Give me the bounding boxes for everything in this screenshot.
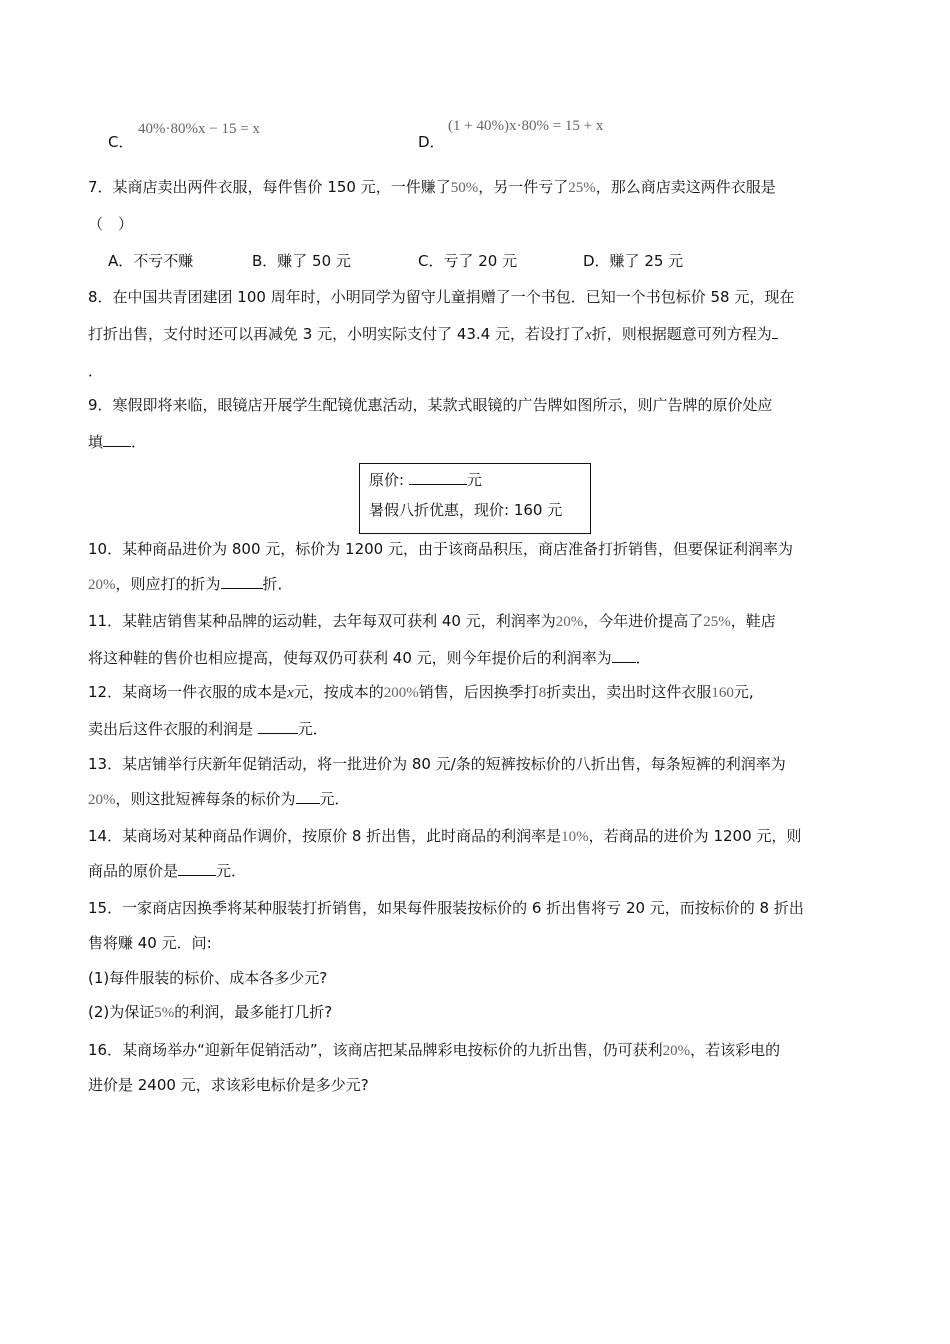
text: 16．某商场举办“迎新年促销活动”，该商店把某品牌彩电按标价的九折出售，仍可获利 xyxy=(88,1041,663,1059)
text: 折，则根据题意可列方程为 xyxy=(591,325,772,343)
q15-line-2: 售将赚 40 元．问: xyxy=(88,934,212,952)
option-label: D． xyxy=(418,133,445,151)
text: 原价: xyxy=(369,471,405,489)
percent: 25% xyxy=(703,614,731,630)
q7-option-c: C．亏了 20 元 xyxy=(418,252,518,270)
q11-line-2 xyxy=(88,647,651,669)
text: 12．某商场一件衣服的成本是 xyxy=(88,683,288,701)
text: ，今年进价提高了 xyxy=(583,612,704,630)
q13-line-1: 13．某店铺举行庆新年促销活动，将一批进价为 80 元/条的短裤按标价的八折出售，每条短裤的利润率为 xyxy=(88,755,786,773)
text: 14．某商场对某种商品作调价，按原价 8 折出售，此时商品的利润率是 xyxy=(88,827,562,845)
answer-blank[interactable] xyxy=(178,861,216,876)
text: 商品的原价是 xyxy=(88,862,179,880)
text: 折卖出，卖出时这件衣服 xyxy=(546,683,712,701)
text: ，若商品的进价为 1200 元，则 xyxy=(588,827,802,845)
text: 元． xyxy=(297,720,328,738)
q10-line-2 xyxy=(88,573,293,596)
percent: 20% xyxy=(88,792,116,808)
text: ，则这批短裤每条的标价为 xyxy=(115,790,296,808)
q15-sub-1: (1)每件服装的标价、成本各多少元? xyxy=(88,969,328,987)
text: 销售，后因换季打 xyxy=(418,683,539,701)
q14-line-2 xyxy=(88,860,246,882)
q6-option-d xyxy=(418,131,445,153)
text: 填 xyxy=(88,433,104,451)
answer-blank[interactable] xyxy=(296,789,320,804)
q9-line-2 xyxy=(88,431,146,453)
q8-line-3: ． xyxy=(88,362,104,380)
number: 8 xyxy=(538,685,547,701)
q13-line-2 xyxy=(88,788,350,811)
ad-sign-box xyxy=(359,463,591,534)
answer-blank[interactable] xyxy=(103,432,131,447)
text: 元． xyxy=(319,790,350,808)
q8-line-2 xyxy=(88,323,778,346)
text: 打折出售，支付时还可以再减免 3 元，小明实际支付了 43.4 元，若设打了 xyxy=(88,325,586,343)
percent: 10% xyxy=(561,829,589,845)
text: ，另一件亏了 xyxy=(478,178,569,196)
ad-sign-original-price xyxy=(369,469,482,491)
variable: x xyxy=(287,685,294,701)
percent: 50% xyxy=(450,180,479,196)
q8-line-1: 8．在中国共青团建团 100 周年时，小明同学为留守儿童捐赠了一个书包．已知一个书包标价 58 元，现在 xyxy=(88,288,795,306)
percent: 20% xyxy=(662,1043,691,1059)
text: 将这种鞋的售价也相应提高，使每双仍可获利 40 元，则今年提价后的利润率为 xyxy=(88,649,612,667)
q6-option-d-formula: (1 + 40%)x·80% = 15 + x xyxy=(448,118,604,134)
percent: 20% xyxy=(88,577,116,593)
q11-line-1 xyxy=(88,610,776,633)
text: 折． xyxy=(262,575,293,593)
q7-option-d: D．赚了 25 元 xyxy=(583,252,684,270)
text: 7．某商店卖出两件衣服，每件售价 150 元，一件赚了 xyxy=(88,178,451,196)
text: ，若该彩电的 xyxy=(690,1041,781,1059)
percent: 5% xyxy=(154,1005,175,1021)
q12-line-2 xyxy=(88,718,328,740)
q6-option-c xyxy=(108,131,133,153)
q7-option-b: B．赚了 50 元 xyxy=(252,252,351,270)
price-blank xyxy=(409,470,467,485)
text: 元 xyxy=(466,471,482,489)
text: 元, xyxy=(733,683,754,701)
text: 卖出后这件衣服的利润是 xyxy=(88,720,254,738)
q16-line-2: 进价是 2400 元，求该彩电标价是多少元? xyxy=(88,1076,369,1094)
option-label: C． xyxy=(108,133,134,151)
text: 的利润，最多能打几折? xyxy=(174,1003,333,1021)
text: ． xyxy=(635,649,651,667)
text: (2)为保证 xyxy=(88,1003,155,1021)
percent: 25% xyxy=(568,180,596,196)
q16-line-1 xyxy=(88,1039,780,1062)
text: ，鞋店 xyxy=(730,612,776,630)
q12-line-1 xyxy=(88,681,754,704)
q7-option-a: A．不亏不赚 xyxy=(108,252,194,270)
text: 元，按成本的 xyxy=(293,683,384,701)
text: 元． xyxy=(216,862,247,880)
answer-blank[interactable] xyxy=(258,719,298,734)
answer-blank[interactable] xyxy=(221,574,263,589)
ad-sign-current-price: 暑假八折优惠，现价: 160 元 xyxy=(369,501,563,519)
answer-blank[interactable] xyxy=(612,648,636,663)
number: 160 xyxy=(711,685,734,701)
percent: 200% xyxy=(383,685,419,701)
percent: 20% xyxy=(555,614,584,630)
q7-line-2: （ ） xyxy=(88,215,134,233)
q7-line-1 xyxy=(88,176,776,199)
variable: x xyxy=(585,327,592,343)
q6-option-c-formula: 40%·80%x − 15 = x xyxy=(138,121,260,137)
q9-line-1: 9．寒假即将来临，眼镜店开展学生配镜优惠活动，某款式眼镜的广告牌如图所示，则广告牌的原价处应 xyxy=(88,396,773,414)
text: 11．某鞋店销售某种品牌的运动鞋，去年每双可获利 40 元，利润率为 xyxy=(88,612,556,630)
text: ． xyxy=(131,433,147,451)
q15-sub-2 xyxy=(88,1001,332,1024)
q15-line-1: 15．一家商店因换季将某种服装打折销售，如果每件服装按标价的 6 折出售将亏 20 元，而按标价的 8 折出 xyxy=(88,899,804,917)
answer-blank[interactable] xyxy=(772,324,778,339)
text: ，那么商店卖这两件衣服是 xyxy=(595,178,776,196)
text: ，则应打的折为 xyxy=(115,575,221,593)
q14-line-1 xyxy=(88,825,801,848)
q10-line-1: 10．某种商品进价为 800 元，标价为 1200 元，由于该商品积压，商店准备打折销售，但要保证利润率为 xyxy=(88,540,793,558)
